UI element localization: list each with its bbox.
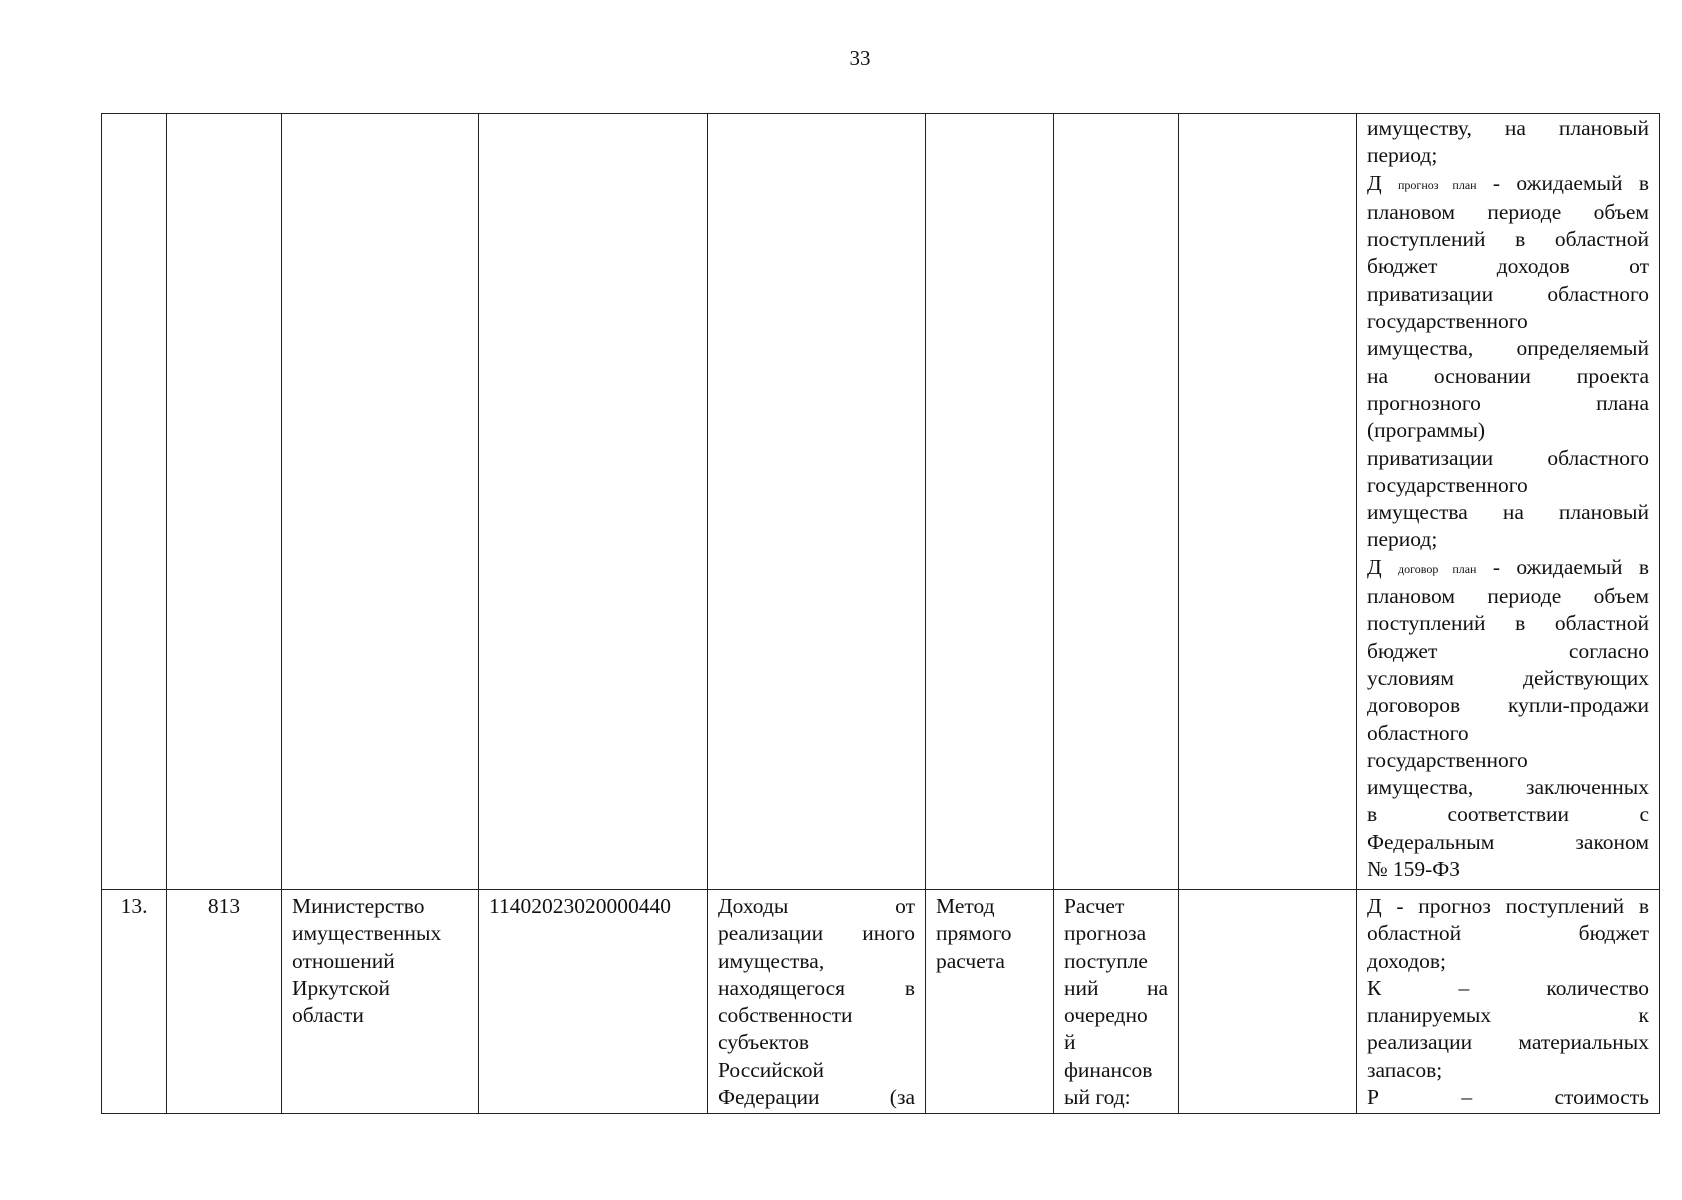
text-line: поступлений в областной (1367, 611, 1649, 636)
text-line: планируемых к (1367, 1003, 1649, 1028)
text-line: Доходы от (718, 894, 915, 918)
text-line: Д $_{прогноз план}$ - ожидаемый в (1367, 170, 1649, 195)
text-line: Федеральным законом (1367, 829, 1649, 854)
subscript: прогноз план (1397, 177, 1477, 192)
text-line: имуществу, на плановый (1367, 116, 1649, 140)
text-line: реализации иного (718, 921, 915, 946)
text-line: Метод (936, 894, 995, 918)
text-line: Российской (718, 1057, 824, 1082)
text-line: реализации материальных (1367, 1030, 1649, 1055)
text-line: имущества, (718, 948, 825, 973)
text-line: областного (1367, 720, 1469, 745)
data-table (101, 113, 1660, 1114)
cell-description (1357, 114, 1660, 890)
text-line: приватизации областного (1367, 445, 1649, 470)
cell-formula (1054, 114, 1179, 890)
administrator-code: 813 (167, 890, 282, 1114)
cell-kbk (479, 114, 708, 890)
text-line: Министерство (292, 894, 425, 918)
text-line: плановом периоде объем (1367, 584, 1649, 609)
text-line: К – количество (1367, 975, 1649, 1000)
text-line: запасов; (1367, 1057, 1443, 1082)
text-line: (программы) (1367, 418, 1486, 443)
empty-column (1179, 890, 1357, 1114)
text-line: прогноза (1064, 921, 1147, 946)
forecast-method (926, 890, 1054, 1114)
cell-number (102, 114, 167, 890)
cell-administrator (282, 114, 479, 890)
text-line: собственности (718, 1003, 853, 1028)
cell-income-name (708, 114, 926, 890)
text-line: период; (1367, 527, 1438, 552)
text-line: й (1064, 1030, 1076, 1055)
calculation-formula (1054, 890, 1179, 1114)
text-line: бюджет согласно (1367, 638, 1649, 663)
income-name (708, 890, 926, 1114)
administrator-name (282, 890, 479, 1114)
cell-empty (1179, 114, 1357, 890)
text-line: имущественных (292, 921, 442, 946)
text-line: условиям действующих (1367, 665, 1649, 690)
text-line: финансов (1064, 1057, 1153, 1082)
row-number: 13. (102, 890, 167, 1114)
continued-row (102, 114, 1660, 890)
text-line: № 159-ФЗ (1367, 857, 1461, 882)
text-line: ый год: (1064, 1085, 1131, 1110)
text-line: субъектов (718, 1030, 809, 1055)
text-line: плановом периоде объем (1367, 199, 1649, 224)
cell-code (167, 114, 282, 890)
text-line: прямого (936, 921, 1012, 946)
text-line: приватизации областного (1367, 281, 1649, 306)
text-line: находящегося в (718, 975, 915, 1000)
text-line: Д $_{договор план}$ - ожидаемый в (1367, 554, 1650, 579)
text-line: на основании проекта (1367, 363, 1649, 388)
text-line: Р – стоимость (1367, 1085, 1649, 1110)
text-line: период; (1367, 143, 1438, 168)
text-line: имущества, заключенных (1367, 775, 1649, 800)
text-line: имущества, определяемый (1367, 336, 1649, 361)
text-line: очередно (1064, 1003, 1148, 1028)
subscript: договор план (1398, 561, 1477, 576)
text-line: государственного (1367, 747, 1528, 772)
text-line: договоров купли-продажи (1367, 693, 1649, 718)
text-line: области (292, 1003, 364, 1028)
cell-method (926, 114, 1054, 890)
kbk-code: 11402023020000440 (479, 890, 708, 1114)
text-line: поступлений в областной (1367, 227, 1649, 252)
table-row-13 (102, 890, 1660, 1114)
calculation-description (1357, 890, 1660, 1114)
text-line: в соответствии с (1367, 802, 1649, 827)
text-line: прогнозного плана (1367, 390, 1649, 415)
page-number: 33 (849, 46, 871, 70)
text-line: Д - прогноз поступлений в (1367, 894, 1649, 918)
text-line: ний на (1064, 975, 1168, 1000)
text-line: Иркутской (292, 975, 390, 1000)
text-line: Расчет (1064, 894, 1125, 918)
text-line: расчета (936, 948, 1005, 973)
text-line: доходов; (1367, 948, 1447, 973)
text-line: имущества на плановый (1367, 500, 1649, 525)
text-line: бюджет доходов от (1367, 254, 1649, 279)
text-line: областной бюджет (1367, 921, 1649, 946)
text-line: поступле (1064, 948, 1148, 973)
text-line: отношений (292, 948, 395, 973)
text-line: Федерации (за (718, 1085, 915, 1110)
text-line: государственного (1367, 472, 1528, 497)
text-line: государственного (1367, 309, 1528, 334)
